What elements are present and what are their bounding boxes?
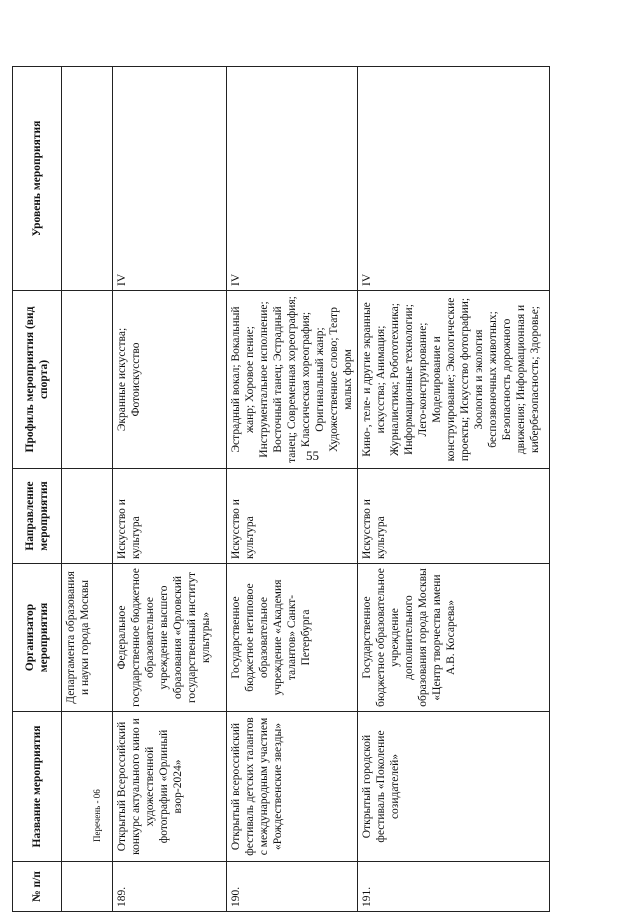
header-direction: Направление мероприятия [13, 469, 62, 564]
cell-name [62, 712, 113, 862]
cell-name: Открытый Всероссийский конкурс актуального кино и художественной фотографии «Орлиный взор-2024» [113, 712, 227, 862]
page-number: 55 [306, 448, 319, 463]
header-number: № п/п [13, 862, 62, 912]
cell-level: IV [358, 67, 550, 291]
cell-profile: Эстрадный вокал; Вокальный жанр; Хоровое пение; Инструментальное исполнение; Восточный танец; Эстрадный танец; Современная хореография; Классическая хореография; Оригинальный жанр; Художественное слово; Театр малых форм [227, 291, 358, 469]
cell-number [62, 862, 113, 912]
cell-name: Открытый городской фестиваль «Поколение созидателей» [358, 712, 550, 862]
cell-profile: Экранные искусства; Фотоискусство [113, 291, 227, 469]
cell-direction: Искусство и культура [358, 469, 550, 564]
header-profile: Профиль мероприятия (вид спорта) [13, 291, 62, 469]
cell-name: Открытый всероссийский фестиваль детских талантов с международным участием «Рождественские звезды» [227, 712, 358, 862]
header-level: Уровень мероприятия [13, 67, 62, 291]
cell-level: IV [113, 67, 227, 291]
cell-organizer: Департамента образования и науки города Москвы [62, 564, 113, 712]
table-header-row [13, 67, 62, 912]
header-name: Название мероприятия [13, 712, 62, 862]
footer-note: Перечень - 06 [92, 789, 102, 842]
table-row-continuation [62, 67, 113, 912]
cell-number: 190. [227, 862, 358, 912]
cell-profile [62, 291, 113, 469]
cell-number: 191. [358, 862, 550, 912]
cell-organizer: Государственное бюджетное образовательное учреждение дополнительного образования города Москвы «Центр творчества имени А.В. Косарева» [358, 564, 550, 712]
cell-direction [62, 469, 113, 564]
cell-direction: Искусство и культура [227, 469, 358, 564]
table-row [113, 67, 227, 912]
cell-level: IV [227, 67, 358, 291]
events-table [12, 66, 550, 912]
cell-profile: Кино-, теле- и другие экранные искусства; Анимация; Журналистика; Робототехника; Информационные технологии; Лего-конструирование; Моделирование и конструирование; Экологические проекты; Искусство фотографии; Зоология и экология беспозвоночных животных; Безопасность дорожного движения; Информационная и кибербезопасность; Здоровье; [358, 291, 550, 469]
header-organizer: Организатор мероприятия [13, 564, 62, 712]
cell-level [62, 67, 113, 291]
table-row [358, 67, 550, 912]
cell-number: 189. [113, 862, 227, 912]
table-row [227, 67, 358, 912]
cell-direction: Искусство и культура [113, 469, 227, 564]
cell-organizer: Государственное бюджетное нетиповое образовательное учреждение «Академия талантов» Санкт-Петербурга [227, 564, 358, 712]
rotated-table-sheet [12, 67, 612, 912]
cell-organizer: Федеральное государственное бюджетное образовательное учреждение высшего образования «Орловский государственный институт культуры» [113, 564, 227, 712]
